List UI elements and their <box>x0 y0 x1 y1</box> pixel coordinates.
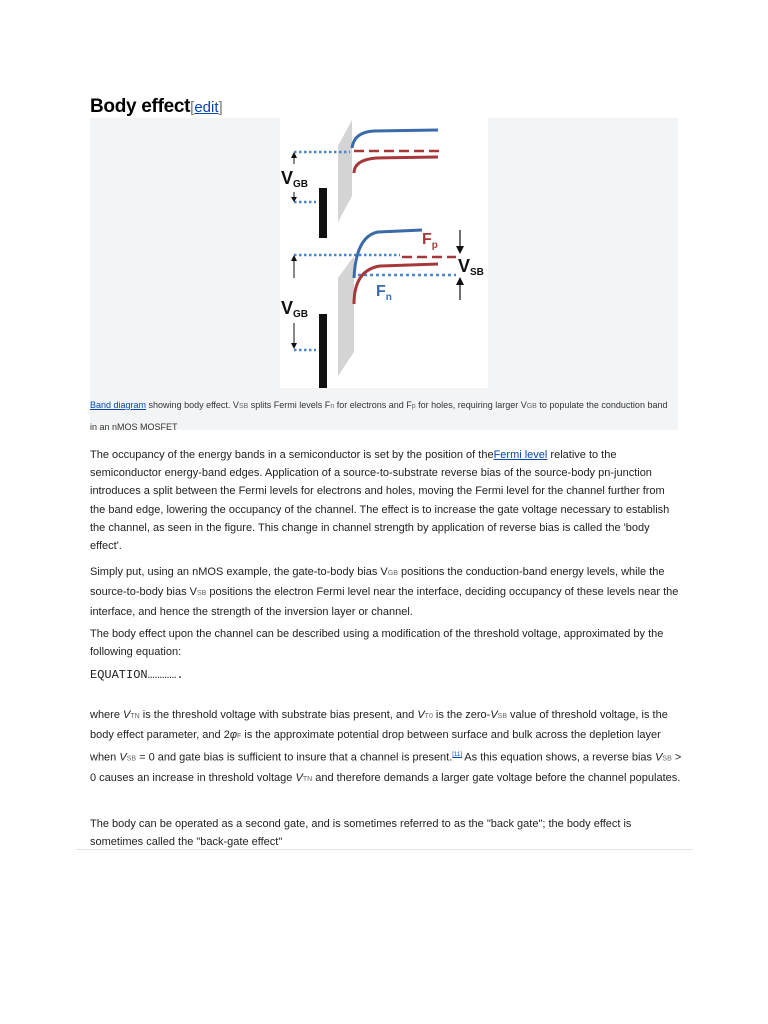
equation-placeholder: EQUATION…………. <box>90 668 184 682</box>
edit-link[interactable]: edit <box>194 99 219 116</box>
vgb-label-bottom: VGB <box>281 298 309 320</box>
fp-label: $F_p$ <box>422 231 438 251</box>
paragraph-threshold: The body effect upon the channel can be described using a modification of the threshold voltage, approximated by the following equation: <box>90 628 664 659</box>
heading-title: Body effect <box>90 96 191 117</box>
paragraph-where: where VTN is the threshold voltage with substrate bias present, and VT0 is the zero-VSB value of threshold voltage, is the body effect parameter, and 2φF is the approximate potential drop between surface and bulk across the depletion layer when VSB = 0 and gate bias is sufficient to insure that a channel is present.[11] As this equation shows, a reverse bias VSB > 0 causes an increase in threshold voltage VTN and therefore demands a larger gate voltage before the channel populates. <box>90 709 682 785</box>
oxide-wall-bottom <box>338 256 354 376</box>
reference-11[interactable]: [11] <box>452 752 462 759</box>
band-diagram <box>280 118 488 388</box>
paragraph-occupancy: The occupancy of the energy bands in a semiconductor is set by the position of theFermi level relative to the semiconductor energy-band edges. Application of a source-to-substrate reverse bias of the source-body pn-junction introduces a split between the Fermi levels for electrons and holes, moving the Fermi level for the channel further from the band edge, lowering the occupancy of the channel. The effect is to increase the gate voltage necessary to establish the channel, as seen in the figure. This change in channel strength by application of reverse bias is called the 'body effect'. <box>90 449 670 553</box>
section-heading <box>90 96 223 118</box>
edit-section: [edit] <box>190 99 223 116</box>
oxide-wall-top <box>338 120 352 222</box>
figure-thumbnail <box>90 118 678 430</box>
paragraph-simply-put: Simply put, using an nMOS example, the gate-to-body bias VGB positions the conduction-band energy levels, while the source-to-body bias VSB positions the electron Fermi level near the interface, deciding occupancy of these levels near the interface, and hence the strength of the inversion layer or channel. <box>90 566 679 619</box>
vsb-label: VSB <box>458 256 484 278</box>
vgb-label-top: VGB <box>281 168 309 190</box>
divider <box>76 849 693 850</box>
figure-caption: Band diagram showing body effect. VSB splits Fermi levels Fn for electrons and Fp for holes, requiring larger VGB to populate the conduction band in an nMOS MOSFET <box>90 400 668 432</box>
band-diagram-image[interactable] <box>280 118 488 388</box>
band-diagram-link[interactable]: Band diagram <box>90 400 147 410</box>
gate-bar-top <box>319 188 327 238</box>
valence-band-top <box>354 157 438 173</box>
fermi-level-link[interactable]: Fermi level <box>493 449 548 461</box>
paragraph-back-gate: The body can be operated as a second gate, and is sometimes referred to as the "back gate"; the body effect is sometimes called the "back-gate effect" <box>90 818 632 849</box>
gate-bar-bottom <box>319 314 327 388</box>
fn-label: $F_n$ <box>376 283 392 303</box>
valence-band-bottom <box>354 264 438 304</box>
conduction-band-top <box>352 130 438 148</box>
